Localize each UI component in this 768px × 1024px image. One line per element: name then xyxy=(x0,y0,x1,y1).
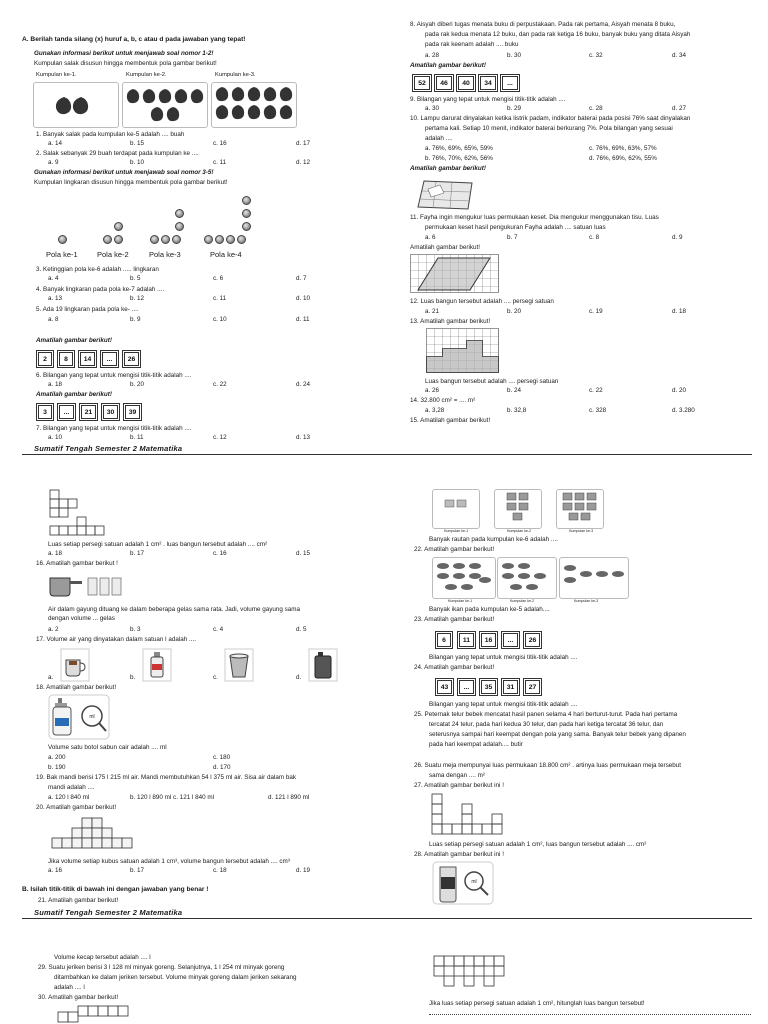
q11-option-d[interactable]: d. 9 xyxy=(672,234,683,241)
q10-option-d[interactable]: d. 76%, 69%, 62%, 55% xyxy=(589,155,657,162)
q2-option-a[interactable]: a. 9 xyxy=(48,159,59,166)
q4-option-d[interactable]: d. 10 xyxy=(296,295,311,302)
sharpener-icon xyxy=(557,490,603,528)
svg-text:ml: ml xyxy=(89,714,95,720)
question-26-line2: sama dengan .... m² xyxy=(429,772,485,779)
info-3-5: Gunakan informasi berikut untuk menjawab soal nomor 3-5! xyxy=(34,169,214,176)
amatilah-11: Amatilah gambar berikut! xyxy=(410,165,486,172)
seq-box: 52 xyxy=(414,76,430,90)
q6-option-c[interactable]: c. 22 xyxy=(213,381,227,388)
seq-box: 6 xyxy=(437,633,451,647)
q17-option-c[interactable]: c. xyxy=(213,674,218,681)
pola-label-1: Pola ke-1 xyxy=(46,250,78,259)
amatilah-12: Amatilah gambar berikut! xyxy=(410,244,480,251)
kecap-volume-question: Volume kecap tersebut adalah .... l xyxy=(54,954,151,961)
keset-tissue-icon xyxy=(414,177,476,213)
q9-option-c[interactable]: c. 28 xyxy=(589,105,603,112)
seq-box: 21 xyxy=(81,405,96,419)
q5-option-c[interactable]: c. 10 xyxy=(213,316,227,323)
q12-option-d[interactable]: d. 18 xyxy=(672,308,687,315)
seq-box: ... xyxy=(459,680,474,694)
question-25-line2: tercatat 24 telur, pada hari kedua 30 telur, dan pada hari ketiga tercatat 36 telur, dan xyxy=(429,721,664,728)
jerrycan-icon xyxy=(308,648,338,682)
q11-option-c[interactable]: c. 8 xyxy=(589,234,600,241)
question-21-line2: Banyak rautan pada kumpulan ke-6 adalah .... xyxy=(429,536,558,543)
q4-option-c[interactable]: c. 11 xyxy=(213,295,227,302)
question-10: 10. Lampu darurat dinyalakan ketika listrik padam, indikator baterai pada posisi 76% saat dinyalakan xyxy=(410,115,691,122)
q12-option-a[interactable]: a. 21 xyxy=(425,308,440,315)
amatilah-9: Amatilah gambar berikut! xyxy=(410,62,486,69)
q11-option-a[interactable]: a. 6 xyxy=(425,234,436,241)
question-29-line2: ditambahkan ke dalam jeriken tersebut. Volume minyak goreng dalam jeriken sekarang xyxy=(54,974,297,981)
question-26: 26. Suatu meja mempunyai luas permukaan 18.800 cm² . artinya luas permukaan meja tersebut xyxy=(414,762,682,769)
rautan-label-3: Kumpulan ke-3 xyxy=(569,529,594,533)
question-8-line3: pada rak keenam adalah .... buku xyxy=(425,41,519,48)
q20-option-a[interactable]: a. 16 xyxy=(48,867,63,874)
q18-option-c[interactable]: c. 180 xyxy=(213,754,231,761)
salak-group-2 xyxy=(122,82,208,128)
question-21: 21. Amatilah gambar berikut! xyxy=(38,897,119,904)
fish-icon xyxy=(560,558,628,598)
bottle-icon xyxy=(142,648,172,682)
gayung-and-glasses-icon xyxy=(48,570,124,600)
q19-option-a[interactable]: a. 120 l 840 ml xyxy=(48,794,90,801)
q15-option-b[interactable]: b. 17 xyxy=(130,550,145,557)
q16-option-b[interactable]: b. 3 xyxy=(130,626,141,633)
q8-option-a[interactable]: a. 28 xyxy=(425,52,440,59)
q18-option-b[interactable]: b. 190 xyxy=(48,764,66,771)
bucket-icon xyxy=(224,648,254,682)
seq-box: 39 xyxy=(125,405,140,419)
question-15: 15. Amatilah gambar berikut! xyxy=(410,417,491,424)
q3-option-d[interactable]: d. 7 xyxy=(296,275,307,282)
question-27: 27. Amatilah gambar berikut ini ! xyxy=(414,782,504,789)
shape-grid-30 xyxy=(56,1004,146,1024)
page-divider xyxy=(22,454,752,455)
question-17: 17. Volume air yang dinyatakan dalam satuan l adalah .... xyxy=(36,636,196,643)
q12-option-b[interactable]: b. 20 xyxy=(507,308,522,315)
salak-label-2: Kumpulan ke-2. xyxy=(126,72,167,78)
question-20: 20. Amatilah gambar berikut! xyxy=(36,804,117,811)
q7-option-b[interactable]: b. 11 xyxy=(130,434,144,441)
fish-icon xyxy=(498,558,556,598)
question-9: 9. Bilangan yang tepat untuk mengisi titik-titik adalah .... xyxy=(410,96,566,103)
seq-box: 26 xyxy=(124,352,139,366)
q5-option-a[interactable]: a. 8 xyxy=(48,316,59,323)
question-7: 7. Bilangan yang tepat untuk mengisi titik-titik adalah .... xyxy=(36,425,192,432)
svg-text:ml: ml xyxy=(471,879,477,885)
staircase-grid xyxy=(426,328,500,374)
q16-option-c[interactable]: c. 4 xyxy=(213,626,224,633)
q14-option-a[interactable]: a. 3,28 xyxy=(425,407,445,414)
question-28: 28. Amatilah gambar berikut ini ! xyxy=(414,851,504,858)
q5-option-b[interactable]: b. 9 xyxy=(130,316,141,323)
question-16-line3: dengan volume ... gelas xyxy=(48,615,115,622)
q2-option-c[interactable]: c. 11 xyxy=(213,159,227,166)
seq-box: 8 xyxy=(59,352,73,366)
q13-option-a[interactable]: a. 26 xyxy=(425,387,440,394)
q1-option-a[interactable]: a. 14 xyxy=(48,140,63,147)
question-27-line2: Luas setiap persegi satuan adalah 1 cm², luas bangun tersebut adalah .... cm² xyxy=(429,841,647,848)
q6-option-b[interactable]: b. 20 xyxy=(130,381,145,388)
q1-option-d[interactable]: d. 17 xyxy=(296,140,311,147)
seq-box: 34 xyxy=(480,76,496,90)
seq-box: ... xyxy=(503,633,518,647)
q7-option-c[interactable]: c. 12 xyxy=(213,434,227,441)
section-b-heading: B. Isilah titik-titik di bawah ini dengan jawaban yang benar ! xyxy=(22,886,209,893)
shape-grid-31 xyxy=(432,954,512,994)
question-24: 24. Amatilah gambar berikut! xyxy=(414,664,495,671)
rautan-label-2: Kumpulan ke-2 xyxy=(507,529,532,533)
question-13-line2: Luas bangun tersebut adalah .... persegi satuan xyxy=(425,378,559,385)
question-25: 25. Peternak telur bebek mencatat hasil panen selama 4 hari berturut-turut. Pada hari pertama xyxy=(414,711,678,718)
question-29: 29. Suatu jeriken berisi 3 l 128 ml minyak goreng. Selanjutnya, 1 l 254 ml minyak goreng xyxy=(38,964,285,971)
seq-box: 43 xyxy=(437,680,452,694)
pola-label-3: Pola ke-3 xyxy=(149,250,181,259)
ikan-label-2: Kumpulan ke-2 xyxy=(510,599,535,603)
q17-option-d[interactable]: d. xyxy=(296,674,302,681)
question-25-line3: seterusnya sampai hari keempat dengan pola yang sama. Banyak telur bebek yang dipanen xyxy=(429,731,686,738)
q14-option-c[interactable]: c. 328 xyxy=(589,407,607,414)
q18-option-a[interactable]: a. 200 xyxy=(48,754,66,761)
q5-option-d[interactable]: d. 11 xyxy=(296,316,310,323)
q8-option-d[interactable]: d. 34 xyxy=(672,52,687,59)
seq-box: 40 xyxy=(458,76,474,90)
q6-option-a[interactable]: a. 18 xyxy=(48,381,63,388)
q4-option-b[interactable]: b. 12 xyxy=(130,295,145,302)
seq-box: ... xyxy=(502,76,518,90)
q19-option-bc[interactable]: b. 120 l 890 ml c. 121 l 840 ml xyxy=(130,794,215,801)
seq-box: 26 xyxy=(525,633,540,647)
q13-option-b[interactable]: b. 24 xyxy=(507,387,522,394)
ikan-group-2 xyxy=(497,557,557,599)
salak-fruit-icon xyxy=(212,83,296,127)
seq-box: 27 xyxy=(525,680,540,694)
cup-icon xyxy=(60,648,90,682)
question-30: 30. Amatilah gambar berikut! xyxy=(38,994,119,1001)
page-footer-1: Sumatif Tengah Semester 2 Matematika xyxy=(34,444,183,453)
parallelogram-grid xyxy=(410,254,500,294)
q16-option-a[interactable]: a. 2 xyxy=(48,626,59,633)
question-11: 11. Fayha ingin mengukur luas permukaan keset. Dia mengukur menggunakan tisu. Luas xyxy=(410,214,659,221)
question-13: 13. Amatilah gambar berikut! xyxy=(410,318,491,325)
q7-option-d[interactable]: d. 13 xyxy=(296,434,311,441)
q2-option-d[interactable]: d. 12 xyxy=(296,159,311,166)
question-10-line2: pertama kali. Setiap 10 menit, indikator baterai berkurang 7%. Pola bilangan yang sesuai xyxy=(425,125,673,132)
pola-label-4: Pola ke-4 xyxy=(210,250,242,259)
q16-option-d[interactable]: d. 5 xyxy=(296,626,307,633)
question-16-line2: Air dalam gayung dituang ke dalam beberapa gelas sama rata. Jadi, volume gayung sama xyxy=(48,606,301,613)
q17-option-b[interactable]: b. xyxy=(130,674,136,681)
seq-box: 2 xyxy=(38,352,52,366)
q20-option-c[interactable]: c. 18 xyxy=(213,867,227,874)
rautan-group-3 xyxy=(556,489,604,529)
question-6: 6. Bilangan yang tepat untuk mengisi titik-titik adalah .... xyxy=(36,372,192,379)
q9-option-d[interactable]: d. 27 xyxy=(672,105,687,112)
q20-option-d[interactable]: d. 19 xyxy=(296,867,311,874)
question-22-line2: Banyak ikan pada kumpulan ke-5 adalah.... xyxy=(429,606,550,613)
q8-option-c[interactable]: c. 32 xyxy=(589,52,603,59)
q3-option-a[interactable]: a. 4 xyxy=(48,275,59,282)
q10-option-c[interactable]: c. 76%, 69%, 63%, 57% xyxy=(589,145,657,152)
question-15-line2: Luas setiap persegi satuan adalah 1 cm² . luas bangun tersebut adalah .... cm² xyxy=(48,541,268,548)
seq-box: 11 xyxy=(459,633,474,647)
q3-option-c[interactable]: c. 6 xyxy=(213,275,224,282)
question-1: 1. Banyak salak pada kumpulan ke-5 adalah .... buah xyxy=(36,131,185,138)
question-20-line2: Jika volume setiap kubus satuan adalah 1 cm³, volume bangun tersebut adalah .... cm³ xyxy=(48,858,290,865)
question-3: 3. Ketinggian pola ke-6 adalah ..... lingkaran xyxy=(36,266,159,273)
salak-fruit-icon xyxy=(34,83,118,127)
kecap-bottle-icon xyxy=(432,861,494,905)
question-4: 4. Banyak lingkaran pada pola ke-7 adalah .... xyxy=(36,286,165,293)
seq-box: ... xyxy=(102,352,117,366)
q7-option-a[interactable]: a. 10 xyxy=(48,434,63,441)
soap-bottle-icon xyxy=(48,694,110,740)
q8-option-b[interactable]: b. 30 xyxy=(507,52,522,59)
seq-box: 16 xyxy=(481,633,496,647)
salak-fruit-icon xyxy=(123,83,207,127)
question-12: 12. Luas bangun tersebut adalah .... persegi satuan xyxy=(410,298,554,305)
shape-grid-15 xyxy=(48,488,108,540)
question-19: 19. Bak mandi berisi 175 l 215 ml air. Mandi membutuhkan 54 l 375 ml air. Sisa air dalam bak xyxy=(36,774,297,781)
question-24-line2: Bilangan yang tepat untuk mengisi titik-titik adalah .... xyxy=(429,701,578,708)
q15-option-a[interactable]: a. 18 xyxy=(48,550,63,557)
q15-option-c[interactable]: c. 16 xyxy=(213,550,227,557)
salak-group-1 xyxy=(33,82,119,128)
q4-option-a[interactable]: a. 13 xyxy=(48,295,63,302)
q9-option-b[interactable]: b. 29 xyxy=(507,105,522,112)
cube-stack-icon xyxy=(48,814,138,856)
question-8-line2: pada rak kedua menata 12 buku, dan pada rak ketiga 16 buku, banyak buku yang ditata Aisyah xyxy=(425,31,691,38)
q17-option-a[interactable]: a. xyxy=(48,674,54,681)
question-29-line3: adalah .... l xyxy=(54,984,85,991)
salak-label-3: Kumpulan ke-3. xyxy=(215,72,256,78)
rautan-group-1 xyxy=(432,489,480,529)
q2-option-b[interactable]: b. 10 xyxy=(130,159,145,166)
q1-option-c[interactable]: c. 16 xyxy=(213,140,227,147)
rautan-label-1: Kumpulan ke-1 xyxy=(444,529,469,533)
amatilah-7: Amatilah gambar berikut! xyxy=(36,391,112,398)
section-a-heading: A. Berilah tanda silang (x) huruf a, b, c atau d pada jawaban yang tepat! xyxy=(22,36,246,43)
q6-option-d[interactable]: d. 24 xyxy=(296,381,311,388)
seq-box: 14 xyxy=(80,352,95,366)
q15-option-d[interactable]: d. 15 xyxy=(296,550,311,557)
question-23: 23. Amatilah gambar berikut! xyxy=(414,616,495,623)
seq-box: 46 xyxy=(436,76,452,90)
seq-box: 31 xyxy=(503,680,518,694)
amatilah-6: Amatilah gambar berikut! xyxy=(36,337,112,344)
pola-label-2: Pola ke-2 xyxy=(97,250,129,259)
question-22: 22. Amatilah gambar berikut! xyxy=(414,546,495,553)
question-5: 5. Ada 19 lingkaran pada pola ke- .... xyxy=(36,306,139,313)
question-18: 18. Amatilah gambar berikut! xyxy=(36,684,117,691)
salak-label-1: Kumpulan ke-1. xyxy=(36,72,77,78)
seq-box: 35 xyxy=(481,680,496,694)
question-23-line2: Bilangan yang tepat untuk mengisi titik-titik adalah .... xyxy=(429,654,578,661)
q9-option-a[interactable]: a. 30 xyxy=(425,105,440,112)
q3-option-b[interactable]: b. 5 xyxy=(130,275,141,282)
info-1-2: Gunakan informasi berikut untuk menjawab soal nomor 1-2! xyxy=(34,50,214,57)
ikan-label-3: Kumpulan ke-3 xyxy=(574,599,599,603)
question-14: 14. 32.800 cm² = .... m² xyxy=(410,397,476,404)
shape-grid-27 xyxy=(430,792,504,838)
seq-box: 3 xyxy=(38,405,52,419)
salak-group-3 xyxy=(211,82,297,128)
q13-option-d[interactable]: d. 20 xyxy=(672,387,687,394)
question-19-line2: mandi adalah .... xyxy=(48,784,95,791)
question-31: Jika luas setiap persegi satuan adalah 1 cm², hitunglah luas bangun tersebut! xyxy=(429,1000,645,1007)
q18-option-d[interactable]: d. 170 xyxy=(213,764,231,771)
ikan-label-1: Kumpulan ke-1 xyxy=(448,599,473,603)
q19-option-d[interactable]: d. 121 l 890 ml xyxy=(268,794,310,801)
q14-option-b[interactable]: b. 32,8 xyxy=(507,407,527,414)
q1-option-b[interactable]: b. 15 xyxy=(130,140,145,147)
question-25-line4: pada hari keempat adalah.... butir xyxy=(429,741,523,748)
q11-option-b[interactable]: b. 7 xyxy=(507,234,518,241)
rautan-group-2 xyxy=(494,489,542,529)
question-8: 8. Aisyah diberi tugas menata buku di perpustakaan. Pada rak pertama, Aisyah menata 8 buku, xyxy=(410,21,676,28)
info-1-2-desc: Kumpulan salak disusun hingga membentuk pola gambar berikut! xyxy=(34,60,217,67)
page-divider xyxy=(22,918,752,919)
info-3-5-desc: Kumpulan lingkaran disusun hingga membentuk pola gambar berikut! xyxy=(34,179,228,186)
ikan-group-3 xyxy=(559,557,629,599)
page-footer-2: Sumatif Tengah Semester 2 Matematika xyxy=(34,908,183,917)
seq-box: 30 xyxy=(103,405,118,419)
q12-option-c[interactable]: c. 19 xyxy=(589,308,603,315)
sharpener-icon xyxy=(495,490,541,528)
fish-icon xyxy=(433,558,495,598)
seq-box: ... xyxy=(59,405,74,419)
question-2: 2. Salak sebanyak 29 buah terdapat pada kumpulan ke .... xyxy=(36,150,199,157)
question-16: 16. Amatilah gambar berikut ! xyxy=(36,560,118,567)
q10-option-b[interactable]: b. 76%, 70%, 62%, 56% xyxy=(425,155,493,162)
q10-option-a[interactable]: a. 76%, 69%, 65%, 59% xyxy=(425,145,493,152)
q13-option-c[interactable]: c. 22 xyxy=(589,387,603,394)
q20-option-b[interactable]: b. 17 xyxy=(130,867,145,874)
question-18-line2: Volume satu botol sabun cair adalah .... ml xyxy=(48,744,167,751)
sharpener-icon xyxy=(433,490,479,528)
question-11-line2: permukaan keset hasil pengukuran Fayha adalah .... satuan luas xyxy=(425,224,606,231)
ikan-group-1 xyxy=(432,557,496,599)
q14-option-d[interactable]: d. 3.280 xyxy=(672,407,695,414)
answer-line[interactable] xyxy=(429,1014,751,1015)
question-10-line3: adalah .... xyxy=(425,135,453,142)
